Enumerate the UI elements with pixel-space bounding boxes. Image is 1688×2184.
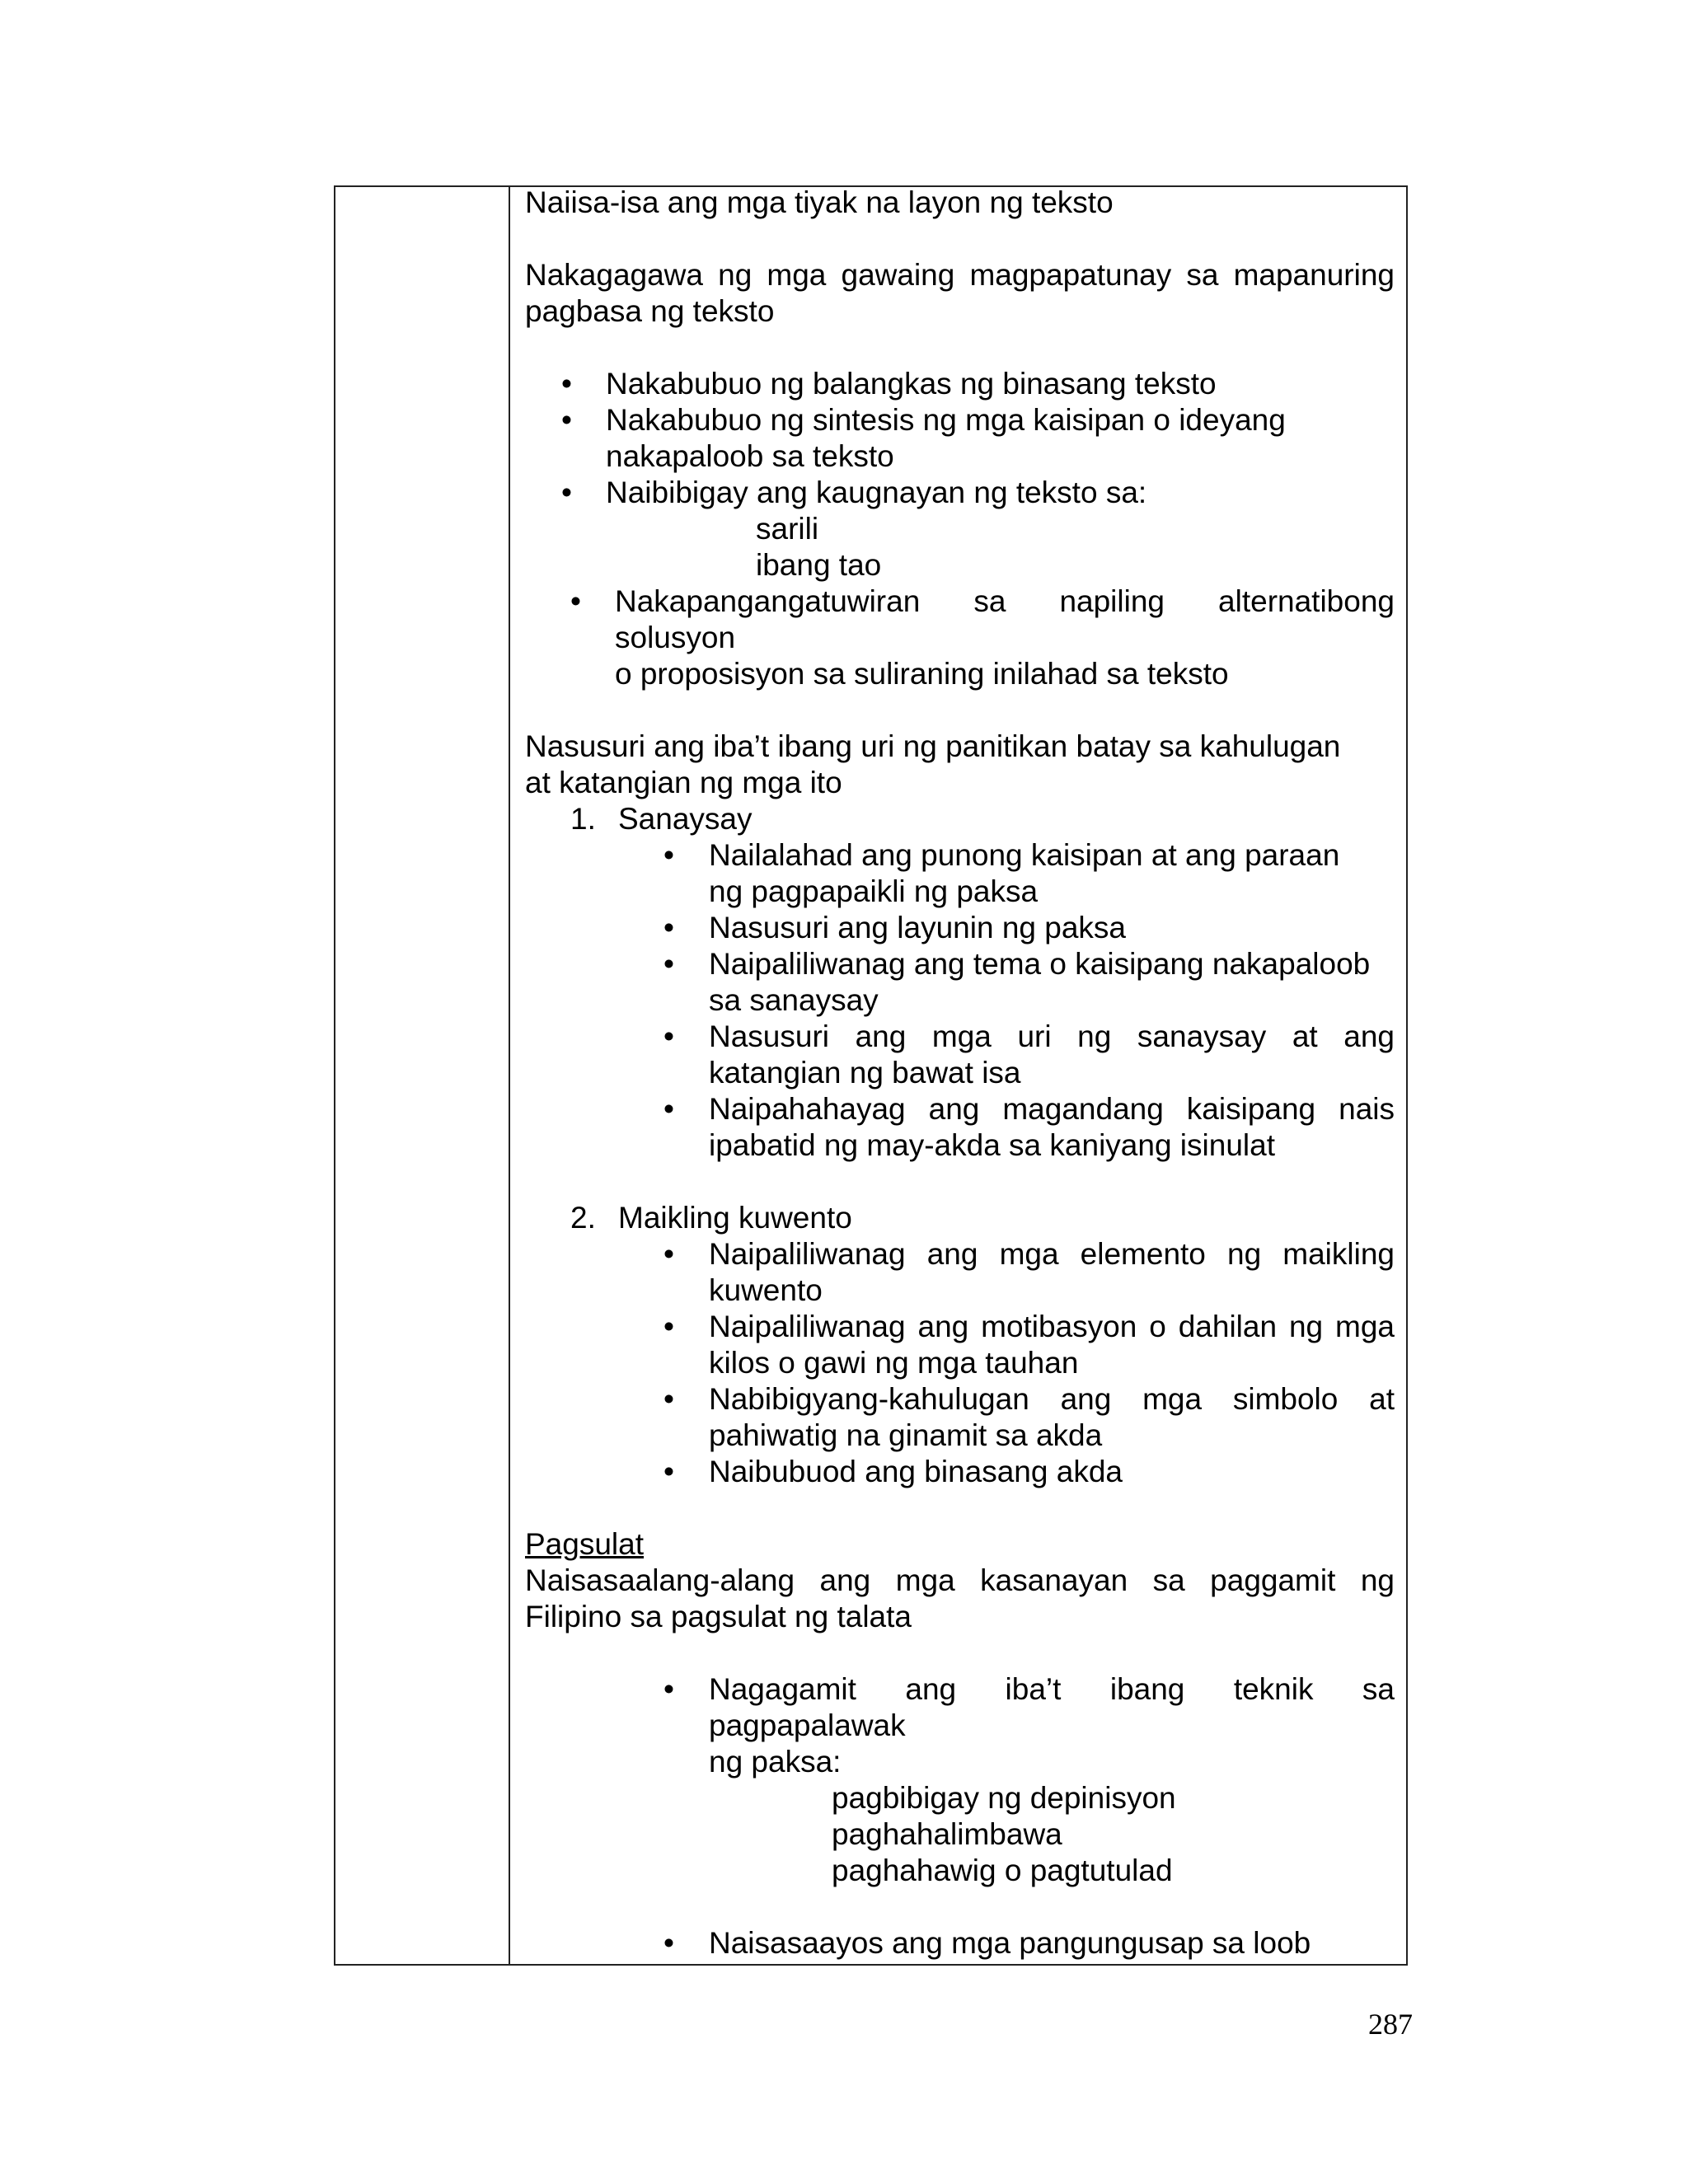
bullet-icon: • [663,1455,674,1488]
list-item-text: Nakabubuo ng balangkas ng binasang teksto [606,367,1217,401]
bullet-icon: • [663,911,674,944]
list-item [525,1091,1395,1164]
objective-text: Nakagagawa ng mga gawaing magpapatunay sa mapanuring pagbasa ng teksto [525,258,1395,328]
list-item-text: Naipaliliwanag ang tema o kaisipang nakapaloob sa sanaysay [709,947,1371,1017]
bullet-icon: • [663,1092,674,1126]
numbered-item [525,1200,1395,1236]
list-item-text: ng paksa: [709,1745,842,1779]
list-item [525,1309,1395,1381]
objective-text: Nasusuri ang iba’t ibang uri ng panitikan batay sa kahulugan at katangian ng mga ito [525,729,1341,799]
list-item-text: pagpapalawak [709,1708,906,1742]
bullet-icon: • [663,1926,674,1960]
list-item-text: solusyon [615,621,736,654]
objective-text: Naiisa-isa ang mga tiyak na layon ng teksto [525,185,1114,219]
bullet-icon: • [663,1310,674,1343]
list-item [525,583,1395,692]
list-item-text: Nabibigyang-kahulugan ang mga simbolo at pahiwatig na ginamit sa akda [709,1382,1395,1452]
list-item [525,366,1395,402]
list-item-text: Naipahahayag ang magandang kaisipang nais ipabatid ng may-akda sa kaniyang isinulat [709,1092,1395,1162]
list-item [525,910,1395,946]
sub-item: paghahawig o pagtutulad [832,1854,1173,1887]
bullet-icon: • [561,367,572,401]
list-item-text: o proposisyon sa suliraning inilahad sa teksto [615,657,1229,691]
page-number: 287 [1368,2008,1413,2041]
sub-item: paghahalimbawa [832,1817,1062,1851]
bullet-icon: • [663,1019,674,1053]
list-item [525,402,1395,475]
section-heading: Pagsulat [525,1527,644,1561]
list-item [525,1671,1395,1780]
item-number: 2. [570,1201,596,1235]
section-label: Maikling kuwento [618,1201,852,1235]
list-item-text: Nasusuri ang layunin ng paksa [709,911,1126,944]
bullet-icon: • [561,476,572,509]
column-divider [509,185,510,1966]
list-item-text: Nasusuri ang mga uri ng sanaysay at ang katangian ng bawat isa [709,1019,1395,1090]
sub-item: ibang tao [756,548,882,582]
list-item [525,1381,1395,1454]
list-item-text: Nagagamit ang iba’t ibang teknik sa [709,1672,1395,1706]
bullet-icon: • [663,1237,674,1271]
list-item [525,1925,1395,1961]
sub-item: pagbibigay ng depinisyon [832,1781,1176,1815]
list-item-text: Naibibigay ang kaugnayan ng teksto sa: [606,476,1147,509]
objectives-cell [525,185,1395,1961]
list-item [525,946,1395,1019]
list-item-text: Naisasaayos ang mga pangungusap sa loob [709,1926,1311,1960]
list-item [525,837,1395,910]
list-item-text: Nakapangangatuwiran sa napiling alternatibong [615,584,1395,618]
bullet-icon: • [663,1382,674,1416]
list-item-text: Naipaliliwanag ang mga elemento ng maikling kuwento [709,1237,1395,1307]
bullet-icon: • [663,947,674,981]
list-item [525,475,1395,511]
bullet-icon: • [570,584,581,618]
objective-text: Naisasaalang-alang ang mga kasanayan sa paggamit ng Filipino sa pagsulat ng talata [525,1563,1395,1633]
bullet-icon: • [663,1672,674,1706]
bullet-icon: • [561,403,572,437]
list-item-text: Nakabubuo ng sintesis ng mga kaisipan o ideyang nakapaloob sa teksto [606,403,1286,473]
section-label: Sanaysay [618,802,753,836]
numbered-item [525,801,1395,837]
sub-item: sarili [756,512,819,546]
list-item-text: Nailalahad ang punong kaisipan at ang paraan ng pagpapaikli ng paksa [709,838,1340,908]
bullet-icon: • [663,838,674,872]
list-item-text: Naipaliliwanag ang motibasyon o dahilan ng mga kilos o gawi ng mga tauhan [709,1310,1395,1380]
item-number: 1. [570,802,596,836]
list-item [525,1454,1395,1490]
list-item-text: Naibubuod ang binasang akda [709,1455,1123,1488]
list-item [525,1019,1395,1091]
list-item [525,1236,1395,1309]
